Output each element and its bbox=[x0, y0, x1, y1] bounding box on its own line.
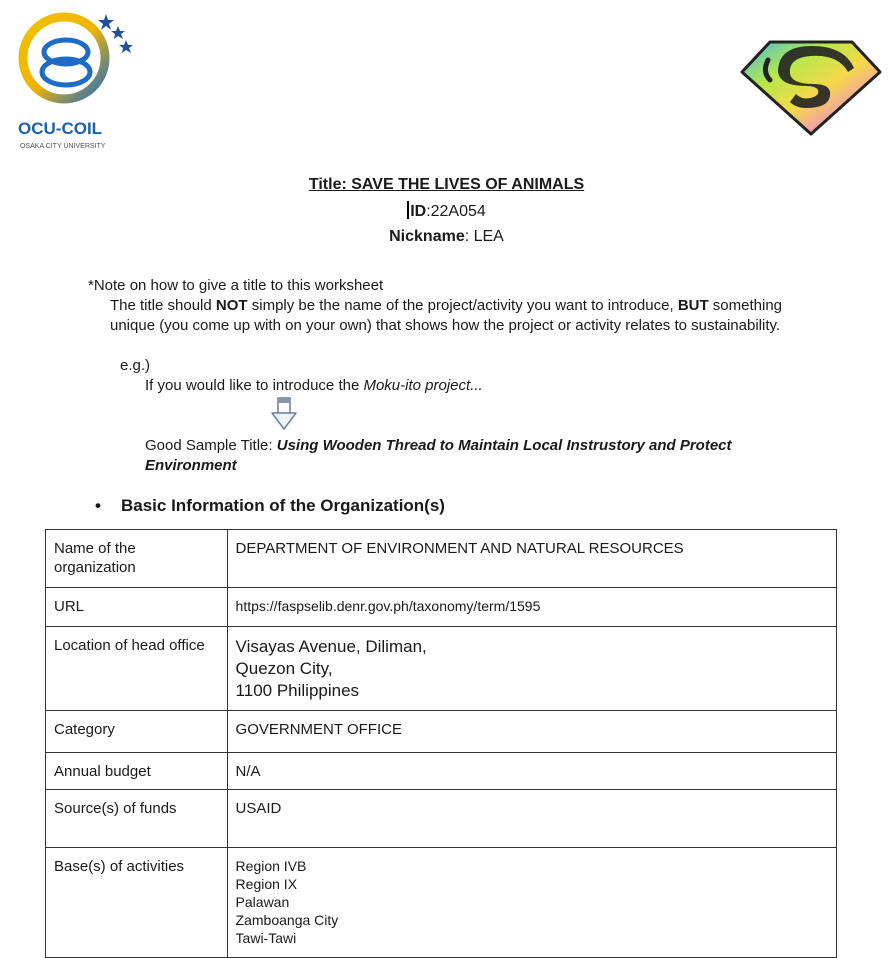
page-title: Title: SAVE THE LIVES OF ANIMALS bbox=[308, 176, 585, 193]
table-row bbox=[46, 848, 837, 958]
example-label: e.g.) bbox=[120, 357, 151, 374]
note-heading: *Note on how to give a title to this worksheet bbox=[88, 277, 384, 294]
down-arrow-icon bbox=[270, 397, 298, 431]
row-value bbox=[227, 848, 836, 958]
student-id bbox=[0, 201, 893, 221]
example-ellipsis: ... bbox=[470, 377, 483, 394]
table-row bbox=[46, 530, 837, 588]
bullet: • bbox=[95, 496, 101, 515]
sample-label: Good Sample Title: bbox=[145, 437, 277, 454]
note-text: The title should bbox=[110, 297, 216, 314]
note-text: simply be the name of the project/activity you want to introduce, bbox=[247, 297, 674, 314]
note-body bbox=[110, 296, 800, 336]
activity-base: Region IVB bbox=[235, 858, 307, 874]
example-project: Moku-ito project bbox=[363, 377, 471, 394]
id-value: :22A054 bbox=[426, 203, 486, 220]
row-value: GOVERNMENT OFFICE bbox=[227, 711, 836, 753]
nickname bbox=[0, 228, 893, 246]
note-text: something unique (you come up with on your own) that shows how the project or activity relates to sustainability. bbox=[110, 297, 783, 334]
table-row bbox=[46, 711, 837, 753]
row-key: Category bbox=[46, 711, 228, 753]
example-text: If you would like to introduce the bbox=[145, 377, 364, 394]
note-emphasis-not: NOT bbox=[215, 297, 248, 314]
nickname-value: : LEA bbox=[464, 228, 504, 245]
row-key: Location of head office bbox=[46, 627, 228, 711]
organization-info-table bbox=[45, 529, 837, 958]
nickname-label: Nickname bbox=[389, 228, 465, 245]
row-key: URL bbox=[46, 588, 228, 627]
row-key: Base(s) of activities bbox=[46, 848, 228, 958]
row-value: https://faspselib.denr.gov.ph/taxonomy/term/1595 bbox=[227, 588, 836, 627]
section-heading-text: Basic Information of the Organization(s) bbox=[121, 496, 445, 515]
row-key: Source(s) of funds bbox=[46, 790, 228, 848]
text-cursor bbox=[407, 201, 409, 219]
rainbow-shield-logo bbox=[740, 38, 882, 136]
good-sample-title bbox=[145, 436, 805, 476]
logo-wordmark: OCU-COIL bbox=[18, 119, 103, 138]
activity-base: Tawi-Tawi bbox=[235, 930, 297, 946]
row-key: Name of the organization bbox=[46, 530, 228, 588]
table-row bbox=[46, 627, 837, 711]
table-row bbox=[46, 588, 837, 627]
activity-base: Region IX bbox=[235, 876, 298, 892]
sample-title: Using Wooden Thread to Maintain Local Instrustory and Protect Environment bbox=[145, 437, 732, 474]
id-label: ID bbox=[410, 203, 427, 220]
address-line: Quezon City, bbox=[235, 659, 333, 678]
address-line: 1100 Philippines bbox=[235, 681, 360, 700]
row-value: DEPARTMENT OF ENVIRONMENT AND NATURAL RESOURCES bbox=[227, 530, 836, 588]
ocu-coil-logo bbox=[16, 10, 146, 155]
activity-base: Zamboanga City bbox=[235, 912, 339, 928]
row-value: N/A bbox=[227, 753, 836, 790]
activity-base: Palawan bbox=[235, 894, 290, 910]
row-value: USAID bbox=[227, 790, 836, 848]
section-heading bbox=[95, 496, 445, 516]
logo-subtext: OSAKA CITY UNIVERSITY bbox=[20, 143, 106, 150]
note-emphasis-but: BUT bbox=[677, 297, 709, 314]
table-row bbox=[46, 753, 837, 790]
row-value bbox=[227, 627, 836, 711]
address-line: Visayas Avenue, Diliman, bbox=[235, 637, 427, 656]
table-row bbox=[46, 790, 837, 848]
row-key: Annual budget bbox=[46, 753, 228, 790]
example-line bbox=[145, 376, 483, 396]
